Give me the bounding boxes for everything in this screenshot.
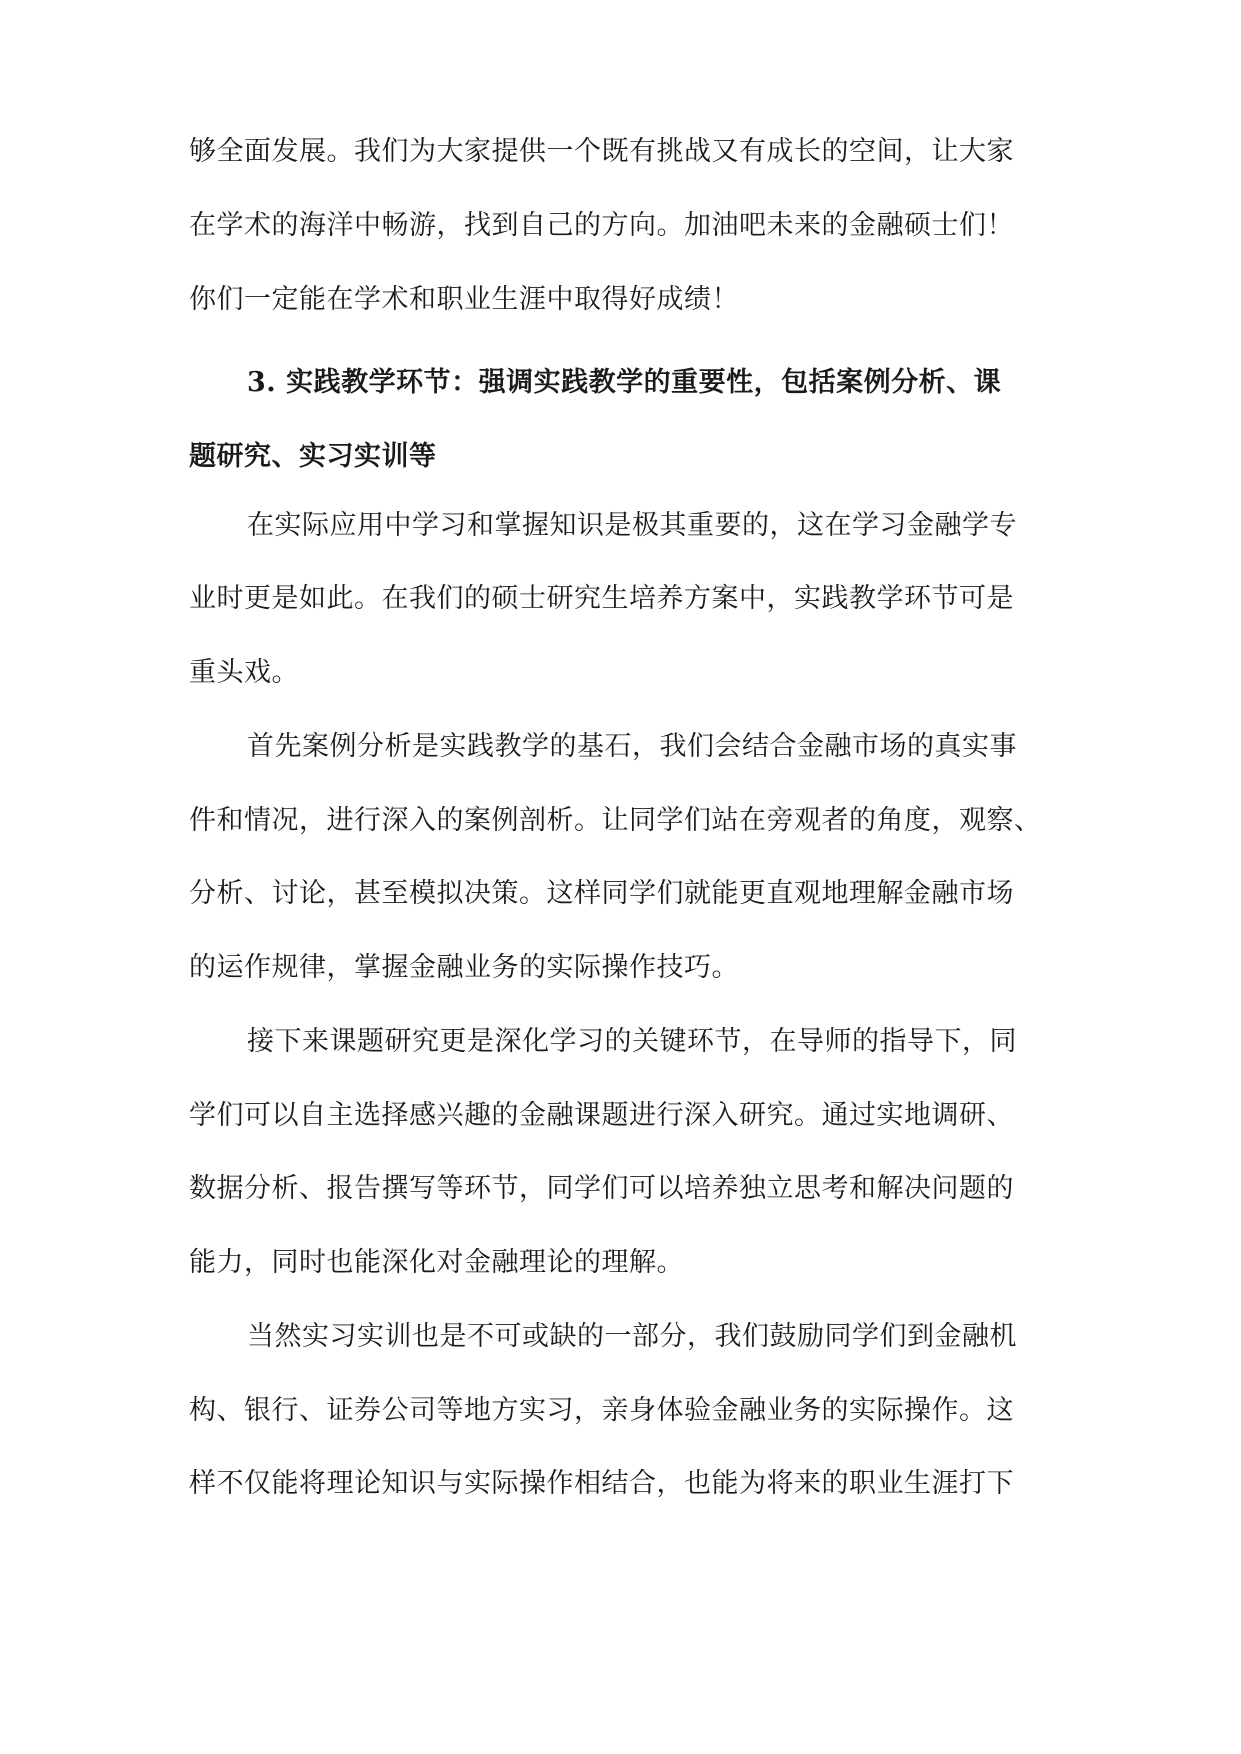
text-line: 当然实习实训也是不可或缺的一部分，我们鼓励同学们到金融机 (247, 1321, 1017, 1352)
text-line: 接下来课题研究更是深化学习的关键环节，在导师的指导下，同 (247, 1026, 1017, 1057)
text-line: 能力，同时也能深化对金融理论的理解。 (189, 1247, 684, 1278)
text-line: 在学术的海洋中畅游，找到自己的方向。加油吧未来的金融硕士们！ (189, 210, 1014, 241)
text-line: 首先案例分析是实践教学的基石，我们会结合金融市场的真实事 (247, 731, 1017, 762)
text-line: 重头戏。 (189, 657, 299, 688)
text-line: 样不仅能将理论知识与实际操作相结合，也能为将来的职业生涯打下 (189, 1468, 1014, 1499)
text-line: 业时更是如此。在我们的硕士研究生培养方案中，实践教学环节可是 (189, 583, 1014, 614)
text-line: 够全面发展。我们为大家提供一个既有挑战又有成长的空间，让大家 (189, 136, 1014, 167)
text-line: 在实际应用中学习和掌握知识是极其重要的，这在学习金融学专 (247, 510, 1017, 541)
heading-line: 3. 实践教学环节：强调实践教学的重要性，包括案例分析、课 (247, 367, 1002, 398)
text-line: 分析、讨论，甚至模拟决策。这样同学们就能更直观地理解金融市场 (189, 878, 1014, 909)
text-line: 学们可以自主选择感兴趣的金融课题进行深入研究。通过实地调研、 (189, 1100, 1014, 1131)
text-line: 数据分析、报告撰写等环节，同学们可以培养独立思考和解决问题的 (189, 1173, 1014, 1204)
text-line: 构、银行、证券公司等地方实习，亲身体验金融业务的实际操作。这 (189, 1395, 1014, 1426)
text-line: 你们一定能在学术和职业生涯中取得好成绩！ (189, 284, 739, 315)
heading-line: 题研究、实习实训等 (189, 441, 437, 472)
text-line: 件和情况，进行深入的案例剖析。让同学们站在旁观者的角度，观察、 (189, 805, 1042, 836)
text-line: 的运作规律，掌握金融业务的实际操作技巧。 (189, 952, 739, 983)
